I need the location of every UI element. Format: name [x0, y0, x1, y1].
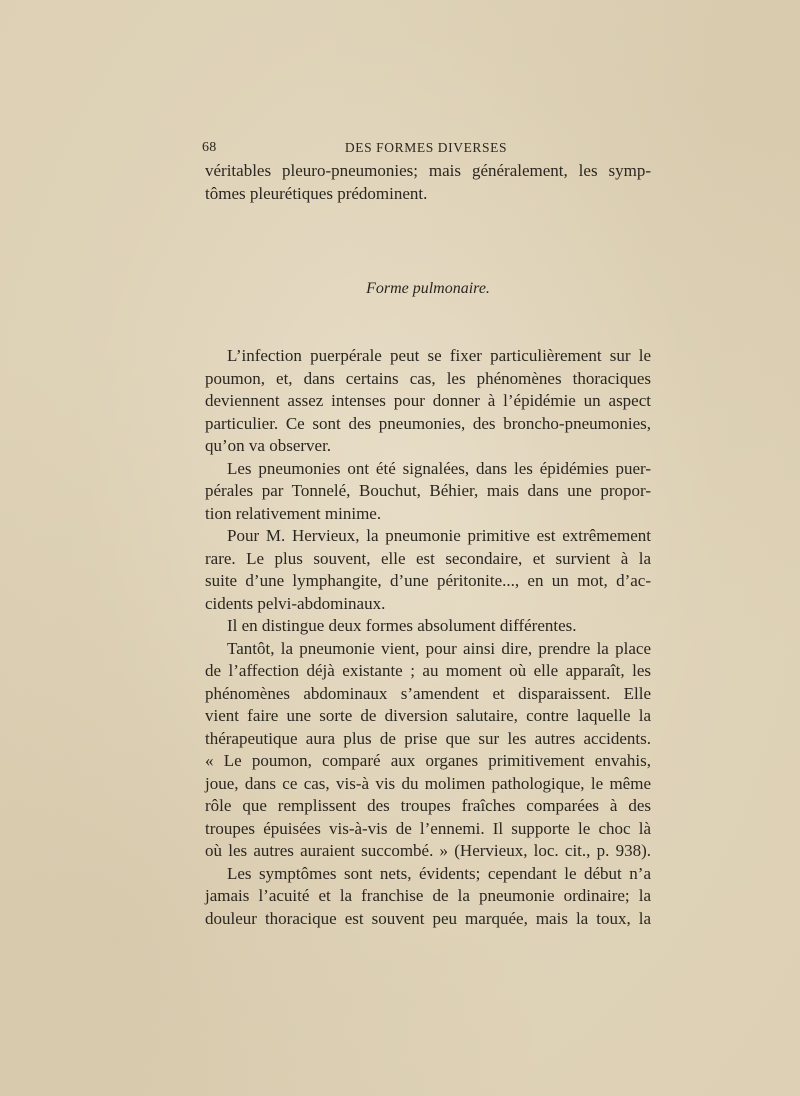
running-head	[202, 140, 650, 160]
text-line: cidents pelvi-abdominaux.	[205, 593, 386, 613]
text-line: jamais l’acuité et la franchise de la pneumonie ordinaire; la	[205, 886, 651, 905]
text-line: L’infection puerpérale peut se fixer particulièrement sur le	[227, 346, 651, 365]
text-line: poumon, et, dans certains cas, les phénomènes thoraciques	[205, 368, 651, 388]
text-line: qu’on va observer.	[205, 436, 332, 455]
text-line: où les autres auraient succombé. » (Hervieux, loc. cit., p. 938).	[205, 841, 651, 860]
text-line: suite d’une lymphangite, d’une péritonite..., en un mot, d’ac-	[205, 571, 651, 590]
text-line: thérapeutique aura plus de prise que sur les autres accidents.	[205, 728, 651, 748]
text-line: deviennent assez intenses pour donner à l’épidémie un aspect	[205, 391, 651, 410]
text-line: troupes épuisées vis-à-vis de l’ennemi. Il supporte le choc là	[205, 818, 651, 838]
text-line: Les symptômes sont nets, évidents; cependant le début n’a	[227, 863, 651, 883]
text-line: Il en distingue deux formes absolument différentes.	[227, 616, 577, 635]
text-line: joue, dans ce cas, vis-à vis du molimen pathologique, le même	[205, 773, 651, 793]
text-line: douleur thoracique est souvent peu marquée, mais la toux, la	[205, 908, 651, 928]
text-line: phénomènes abdominaux s’amendent et disparaissent. Elle	[205, 683, 651, 703]
text-line: tômes pleurétiques prédominent.	[205, 183, 428, 203]
text-line: pérales par Tonnelé, Bouchut, Béhier, mais dans une propor-	[205, 481, 651, 500]
text-line: véritables pleuro-pneumonies; mais généralement, les symp-	[205, 161, 651, 180]
text-line: vient faire une sorte de diversion salutaire, contre laquelle la	[205, 706, 651, 725]
text-line: de l’affection déjà existante ; au moment où elle apparaît, les	[205, 661, 651, 680]
running-head-title: DES FORMES DIVERSES	[344, 140, 508, 155]
body-text	[205, 345, 651, 930]
page-number: 68	[202, 140, 217, 155]
section-title: Forme pulmonaire.	[366, 280, 490, 297]
text-line: Pour M. Hervieux, la pneumonie primitive est extrêmement	[227, 526, 651, 545]
text-line: Tantôt, la pneumonie vient, pour ainsi dire, prendre la place	[227, 638, 651, 658]
text-line: « Le poumon, comparé aux organes primitivement envahis,	[205, 751, 651, 770]
text-line: rôle que remplissent des troupes fraîches comparées à des	[205, 796, 651, 815]
text-line: particulier. Ce sont des pneumonies, des broncho-pneumonies,	[205, 413, 651, 433]
text-line: Les pneumonies ont été signalées, dans les épidémies puer-	[227, 458, 651, 478]
intro-paragraph	[205, 160, 651, 205]
text-line: rare. Le plus souvent, elle est secondaire, et survient à la	[205, 548, 651, 568]
text-line: tion relativement minime.	[205, 503, 382, 523]
